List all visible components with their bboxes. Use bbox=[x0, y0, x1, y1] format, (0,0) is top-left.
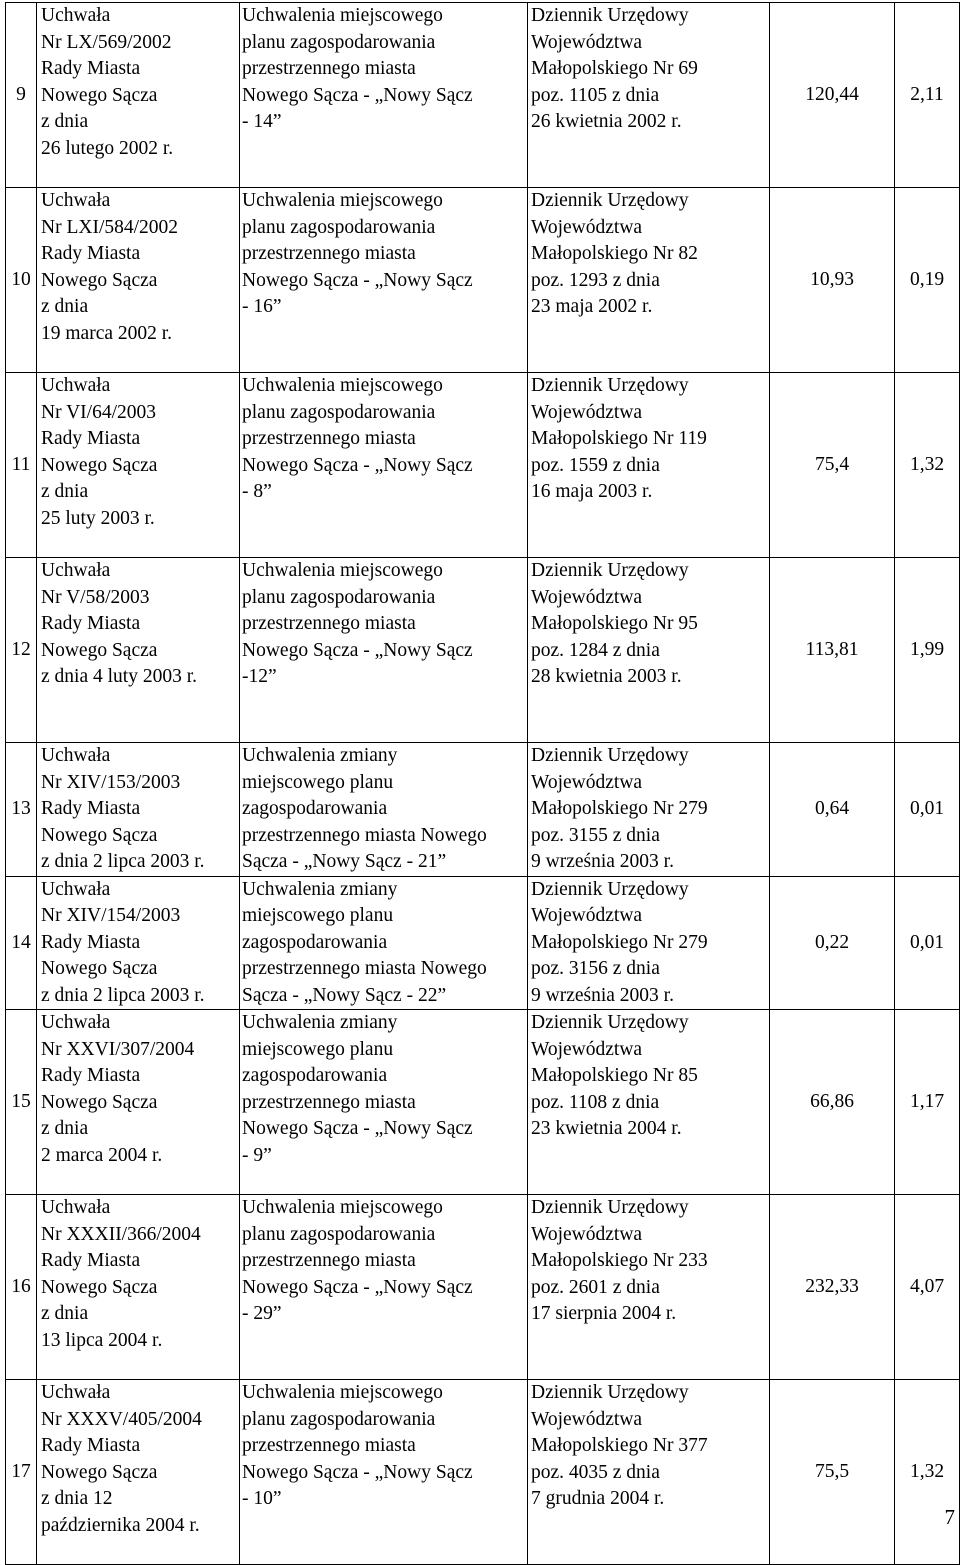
resolution-line: Nowego Sącza bbox=[41, 84, 158, 106]
journal-line: Dziennik Urzędowy bbox=[531, 1197, 689, 1218]
journal-cell bbox=[528, 1010, 770, 1195]
title-cell bbox=[240, 743, 528, 877]
percent-cell bbox=[895, 743, 960, 877]
resolution-line: Nr XXXII/366/2004 bbox=[41, 1223, 201, 1245]
title-line: - 14” bbox=[242, 111, 282, 132]
percent-value: 0,01 bbox=[909, 798, 945, 819]
resolution-line: Nr LXI/584/2002 bbox=[41, 216, 179, 238]
title-line: zagospodarowania bbox=[242, 931, 388, 953]
journal-line: Małopolskiego Nr 119 bbox=[531, 428, 707, 449]
resolution-cell bbox=[37, 558, 240, 743]
percent-cell bbox=[895, 373, 960, 558]
title-cell bbox=[240, 558, 528, 743]
resolution-line: Nowego Sącza bbox=[41, 1461, 158, 1483]
title-line: - 10” bbox=[242, 1488, 282, 1509]
area-cell bbox=[770, 743, 895, 877]
percent-cell bbox=[895, 1195, 960, 1380]
title-line: przestrzennego miasta bbox=[242, 243, 416, 264]
resolution-line: Uchwała bbox=[41, 5, 111, 26]
resolution-line: Rady Miasta bbox=[41, 1250, 141, 1271]
percent-cell bbox=[895, 876, 960, 1010]
title-cell bbox=[240, 3, 528, 188]
title-line: Uchwalenia miejscowego bbox=[242, 375, 443, 396]
title-line: przestrzennego miasta bbox=[242, 1091, 416, 1113]
row-number-cell bbox=[6, 188, 37, 373]
journal-line: Małopolskiego Nr 233 bbox=[531, 1250, 708, 1271]
table-row bbox=[6, 3, 960, 188]
table-row bbox=[6, 1195, 960, 1380]
journal-line: poz. 1284 z dnia bbox=[531, 639, 660, 661]
resolution-line: Nr XIV/153/2003 bbox=[41, 771, 181, 793]
table-row bbox=[6, 558, 960, 743]
page-number: 7 bbox=[944, 1505, 955, 1529]
area-cell bbox=[770, 1010, 895, 1195]
resolution-line: z dnia bbox=[41, 1303, 89, 1324]
title-line: Uchwalenia miejscowego bbox=[242, 1197, 443, 1218]
journal-line: 9 września 2003 r. bbox=[531, 984, 674, 1006]
journal-line: Województwa bbox=[531, 586, 643, 608]
journal-line: Województwa bbox=[531, 31, 643, 53]
journal-line: poz. 1108 z dnia bbox=[531, 1091, 660, 1113]
title-line: Nowego Sącza - „Nowy Sącz bbox=[242, 1118, 473, 1139]
resolution-line: Nr XIV/154/2003 bbox=[41, 905, 181, 926]
resolution-line: 25 luty 2003 r. bbox=[41, 507, 155, 529]
resolution-line: 13 lipca 2004 r. bbox=[41, 1329, 163, 1351]
title-line: planu zagospodarowania bbox=[242, 401, 436, 423]
journal-line: Województwa bbox=[531, 401, 643, 423]
percent-value: 0,01 bbox=[909, 931, 945, 953]
row-number-cell bbox=[6, 373, 37, 558]
title-cell bbox=[240, 876, 528, 1010]
resolution-line: Nr VI/64/2003 bbox=[41, 401, 157, 423]
row-number-cell bbox=[6, 3, 37, 188]
row-number: 12 bbox=[11, 638, 31, 660]
journal-line: Województwa bbox=[531, 1223, 643, 1245]
resolution-line: z dnia 2 lipca 2003 r. bbox=[41, 851, 205, 872]
journal-line: Dziennik Urzędowy bbox=[531, 745, 689, 766]
resolution-line: Uchwała bbox=[41, 560, 111, 581]
journal-line: Dziennik Urzędowy bbox=[531, 375, 689, 396]
row-number: 14 bbox=[11, 931, 31, 953]
area-value: 10,93 bbox=[810, 268, 854, 290]
title-line: Uchwalenia zmiany bbox=[242, 1012, 398, 1033]
title-line: miejscowego planu bbox=[242, 1038, 394, 1060]
title-line: zagospodarowania bbox=[242, 1065, 388, 1086]
area-cell bbox=[770, 3, 895, 188]
row-number: 13 bbox=[11, 798, 31, 819]
resolution-cell bbox=[37, 3, 240, 188]
resolution-line: Nr XXXV/405/2004 bbox=[41, 1408, 202, 1430]
percent-value: 1,32 bbox=[909, 1460, 945, 1482]
title-line: Uchwalenia miejscowego bbox=[242, 190, 443, 211]
journal-cell bbox=[528, 876, 770, 1010]
percent-value: 2,11 bbox=[910, 83, 944, 105]
resolution-cell bbox=[37, 1195, 240, 1380]
table-body bbox=[6, 3, 960, 1565]
resolution-line: z dnia bbox=[41, 296, 89, 317]
resolution-line: z dnia 12 bbox=[41, 1488, 113, 1509]
journal-line: Dziennik Urzędowy bbox=[531, 1012, 689, 1033]
resolution-line: Uchwała bbox=[41, 745, 111, 766]
title-line: - 9” bbox=[242, 1144, 272, 1166]
title-line: -12” bbox=[242, 666, 277, 687]
row-number-cell bbox=[6, 743, 37, 877]
journal-line: poz. 1293 z dnia bbox=[531, 269, 660, 291]
title-cell bbox=[240, 1195, 528, 1380]
journal-line: Małopolskiego Nr 279 bbox=[531, 798, 708, 819]
journal-cell bbox=[528, 188, 770, 373]
journal-line: Województwa bbox=[531, 1038, 643, 1060]
percent-cell bbox=[895, 188, 960, 373]
row-number: 10 bbox=[11, 268, 31, 290]
journal-line: Województwa bbox=[531, 216, 643, 238]
resolution-cell bbox=[37, 188, 240, 373]
resolutions-table bbox=[5, 2, 960, 1565]
resolution-line: Nowego Sącza bbox=[41, 269, 158, 291]
resolution-cell bbox=[37, 876, 240, 1010]
row-number: 15 bbox=[11, 1090, 31, 1112]
row-number-cell bbox=[6, 876, 37, 1010]
area-cell bbox=[770, 373, 895, 558]
resolution-line: z dnia 4 luty 2003 r. bbox=[41, 666, 197, 687]
title-line: - 16” bbox=[242, 296, 282, 317]
journal-line: 16 maja 2003 r. bbox=[531, 481, 653, 502]
row-number-cell bbox=[6, 1010, 37, 1195]
title-line: Nowego Sącza - „Nowy Sącz bbox=[242, 454, 473, 476]
resolution-line: Nr XXVI/307/2004 bbox=[41, 1038, 195, 1060]
journal-line: Dziennik Urzędowy bbox=[531, 1382, 689, 1403]
journal-line: Małopolskiego Nr 69 bbox=[531, 58, 698, 79]
resolution-line: Nowego Sącza bbox=[41, 639, 158, 661]
journal-cell bbox=[528, 743, 770, 877]
resolution-line: z dnia bbox=[41, 1118, 89, 1139]
resolution-line: z dnia bbox=[41, 481, 89, 502]
resolution-line: 19 marca 2002 r. bbox=[41, 322, 173, 344]
title-line: przestrzennego miasta bbox=[242, 613, 416, 634]
journal-line: Województwa bbox=[531, 905, 643, 926]
title-line: Sącza - „Nowy Sącz - 21” bbox=[242, 851, 447, 872]
percent-value: 0,19 bbox=[909, 268, 945, 290]
title-cell bbox=[240, 188, 528, 373]
title-line: przestrzennego miasta Nowego bbox=[242, 958, 487, 979]
row-number-cell bbox=[6, 1195, 37, 1380]
row-number-cell bbox=[6, 1380, 37, 1565]
title-line: Nowego Sącza - „Nowy Sącz bbox=[242, 269, 473, 291]
resolution-line: Uchwała bbox=[41, 375, 111, 396]
resolution-line: Uchwała bbox=[41, 190, 111, 211]
journal-line: 9 września 2003 r. bbox=[531, 851, 674, 872]
title-line: Uchwalenia miejscowego bbox=[242, 1382, 443, 1403]
resolution-line: z dnia 2 lipca 2003 r. bbox=[41, 984, 205, 1006]
title-cell bbox=[240, 373, 528, 558]
title-line: Nowego Sącza - „Nowy Sącz bbox=[242, 1276, 473, 1298]
resolution-line: Rady Miasta bbox=[41, 1435, 141, 1456]
resolution-line: 26 lutego 2002 r. bbox=[41, 137, 174, 159]
journal-line: poz. 4035 z dnia bbox=[531, 1461, 660, 1483]
title-line: miejscowego planu bbox=[242, 771, 394, 793]
area-cell bbox=[770, 876, 895, 1010]
journal-line: Małopolskiego Nr 82 bbox=[531, 243, 698, 264]
journal-line: 23 maja 2002 r. bbox=[531, 296, 653, 317]
resolution-cell bbox=[37, 743, 240, 877]
journal-line: Dziennik Urzędowy bbox=[531, 560, 689, 581]
journal-line: 28 kwietnia 2003 r. bbox=[531, 666, 682, 687]
area-value: 75,5 bbox=[814, 1460, 850, 1482]
title-line: Nowego Sącza - „Nowy Sącz bbox=[242, 639, 473, 661]
resolution-line: Nr LX/569/2002 bbox=[41, 31, 172, 53]
table-row bbox=[6, 876, 960, 1010]
resolution-line: Rady Miasta bbox=[41, 1065, 141, 1086]
resolution-line: Uchwała bbox=[41, 1012, 111, 1033]
journal-line: Małopolskiego Nr 95 bbox=[531, 613, 698, 634]
journal-line: Małopolskiego Nr 279 bbox=[531, 931, 708, 953]
title-line: przestrzennego miasta bbox=[242, 1250, 416, 1271]
table-row bbox=[6, 743, 960, 877]
title-line: miejscowego planu bbox=[242, 905, 394, 926]
title-line: zagospodarowania bbox=[242, 798, 388, 819]
percent-cell bbox=[895, 1010, 960, 1195]
title-line: planu zagospodarowania bbox=[242, 1408, 436, 1430]
area-cell bbox=[770, 1195, 895, 1380]
percent-value: 4,07 bbox=[909, 1275, 945, 1297]
journal-line: Małopolskiego Nr 377 bbox=[531, 1435, 708, 1456]
area-value: 120,44 bbox=[805, 83, 859, 105]
row-number: 16 bbox=[11, 1275, 31, 1297]
title-line: Sącza - „Nowy Sącz - 22” bbox=[242, 984, 447, 1006]
resolution-line: Rady Miasta bbox=[41, 243, 141, 264]
row-number: 11 bbox=[11, 453, 31, 475]
resolution-cell bbox=[37, 373, 240, 558]
journal-line: 23 kwietnia 2004 r. bbox=[531, 1118, 682, 1139]
resolution-line: Rady Miasta bbox=[41, 798, 141, 819]
resolution-line: Uchwała bbox=[41, 878, 111, 900]
area-value: 75,4 bbox=[814, 453, 850, 475]
journal-line: Małopolskiego Nr 85 bbox=[531, 1065, 698, 1086]
row-number: 17 bbox=[11, 1460, 31, 1482]
title-line: Uchwalenia miejscowego bbox=[242, 560, 443, 581]
area-cell bbox=[770, 1380, 895, 1565]
table-row bbox=[6, 1010, 960, 1195]
table-row bbox=[6, 188, 960, 373]
journal-line: Dziennik Urzędowy bbox=[531, 878, 689, 900]
percent-value: 1,32 bbox=[909, 453, 945, 475]
title-cell bbox=[240, 1010, 528, 1195]
title-line: Uchwalenia miejscowego bbox=[242, 5, 443, 26]
resolution-line: Nowego Sącza bbox=[41, 1091, 158, 1113]
journal-cell bbox=[528, 1195, 770, 1380]
title-line: przestrzennego miasta bbox=[242, 428, 416, 449]
resolution-cell bbox=[37, 1380, 240, 1565]
title-line: Nowego Sącza - „Nowy Sącz bbox=[242, 84, 473, 106]
resolution-line: Nr V/58/2003 bbox=[41, 586, 150, 608]
area-value: 0,22 bbox=[814, 931, 850, 953]
journal-line: poz. 3155 z dnia bbox=[531, 824, 660, 846]
resolution-line: z dnia bbox=[41, 111, 89, 132]
title-line: przestrzennego miasta bbox=[242, 58, 416, 79]
title-line: - 8” bbox=[242, 481, 272, 502]
title-line: Uchwalenia zmiany bbox=[242, 878, 398, 900]
percent-cell bbox=[895, 558, 960, 743]
resolution-line: Rady Miasta bbox=[41, 58, 141, 79]
journal-line: Województwa bbox=[531, 1408, 643, 1430]
title-line: planu zagospodarowania bbox=[242, 586, 436, 608]
title-cell bbox=[240, 1380, 528, 1565]
journal-cell bbox=[528, 3, 770, 188]
title-line: planu zagospodarowania bbox=[242, 31, 436, 53]
percent-cell bbox=[895, 3, 960, 188]
title-line: Uchwalenia zmiany bbox=[242, 745, 398, 766]
title-line: planu zagospodarowania bbox=[242, 1223, 436, 1245]
resolution-line: Nowego Sącza bbox=[41, 454, 158, 476]
title-line: przestrzennego miasta bbox=[242, 1435, 416, 1456]
area-value: 113,81 bbox=[805, 638, 859, 660]
journal-cell bbox=[528, 558, 770, 743]
area-value: 232,33 bbox=[805, 1275, 859, 1297]
journal-line: Dziennik Urzędowy bbox=[531, 5, 689, 26]
row-number: 9 bbox=[16, 83, 26, 105]
journal-line: poz. 1105 z dnia bbox=[531, 84, 660, 106]
resolution-line: Nowego Sącza bbox=[41, 958, 158, 979]
percent-value: 1,17 bbox=[909, 1090, 945, 1112]
journal-line: 7 grudnia 2004 r. bbox=[531, 1488, 665, 1509]
area-value: 66,86 bbox=[810, 1090, 854, 1112]
table-row bbox=[6, 373, 960, 558]
resolution-line: Rady Miasta bbox=[41, 931, 141, 953]
journal-line: poz. 1559 z dnia bbox=[531, 454, 660, 476]
resolution-line: Uchwała bbox=[41, 1197, 111, 1218]
resolution-line: 2 marca 2004 r. bbox=[41, 1144, 163, 1166]
title-line: planu zagospodarowania bbox=[242, 216, 436, 238]
journal-line: Dziennik Urzędowy bbox=[531, 190, 689, 211]
resolution-line: Uchwała bbox=[41, 1382, 111, 1403]
journal-line: 26 kwietnia 2002 r. bbox=[531, 111, 682, 132]
journal-line: Województwa bbox=[531, 771, 643, 793]
journal-line: 17 sierpnia 2004 r. bbox=[531, 1303, 677, 1324]
resolution-line: Rady Miasta bbox=[41, 428, 141, 449]
area-value: 0,64 bbox=[814, 798, 850, 819]
percent-value: 1,99 bbox=[909, 638, 945, 660]
journal-line: poz. 2601 z dnia bbox=[531, 1276, 660, 1298]
title-line: - 29” bbox=[242, 1303, 282, 1324]
title-line: Nowego Sącza - „Nowy Sącz bbox=[242, 1461, 473, 1483]
percent-cell bbox=[895, 1380, 960, 1565]
resolution-line: Rady Miasta bbox=[41, 613, 141, 634]
resolution-line: Nowego Sącza bbox=[41, 824, 158, 846]
resolution-line: października 2004 r. bbox=[41, 1514, 200, 1536]
row-number-cell bbox=[6, 558, 37, 743]
journal-cell bbox=[528, 373, 770, 558]
table-row bbox=[6, 1380, 960, 1565]
title-line: przestrzennego miasta Nowego bbox=[242, 824, 487, 846]
journal-line: poz. 3156 z dnia bbox=[531, 958, 660, 979]
resolution-cell bbox=[37, 1010, 240, 1195]
journal-cell bbox=[528, 1380, 770, 1565]
resolution-line: Nowego Sącza bbox=[41, 1276, 158, 1298]
area-cell bbox=[770, 188, 895, 373]
area-cell bbox=[770, 558, 895, 743]
